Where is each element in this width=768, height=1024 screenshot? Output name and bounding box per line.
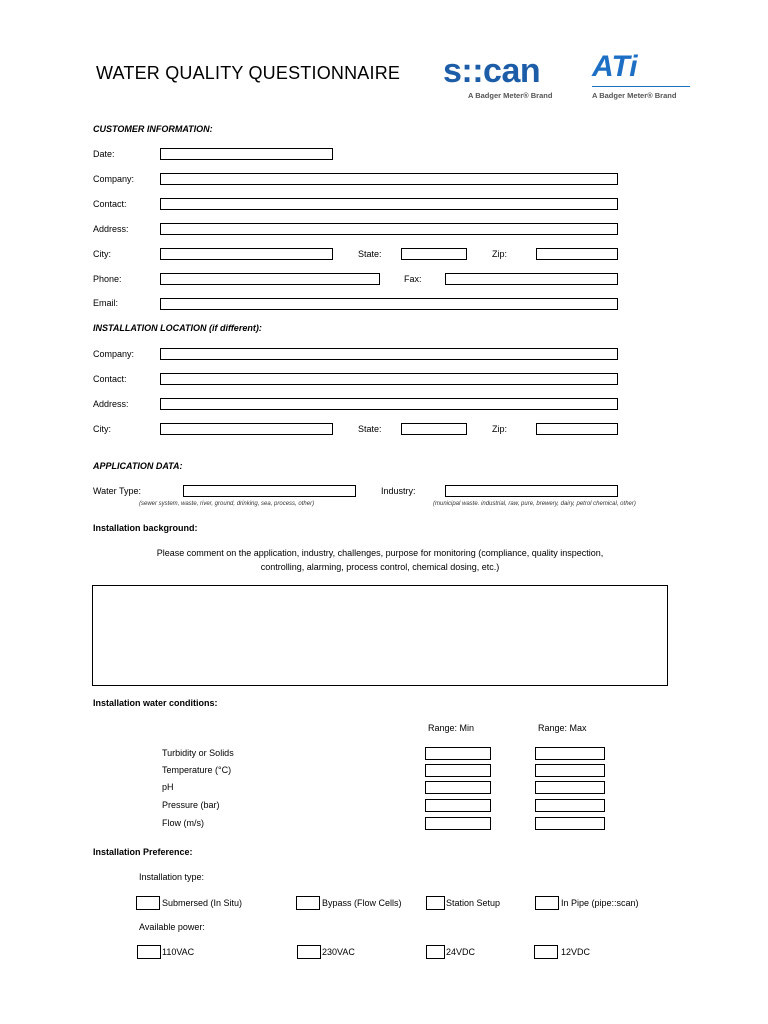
page-title: WATER QUALITY QUESTIONNAIRE xyxy=(96,63,401,83)
city-field[interactable] xyxy=(160,248,333,260)
station-setup-label: Station Setup xyxy=(446,898,501,908)
available-power-label: Available power: xyxy=(139,922,205,932)
install-company-label: Company: xyxy=(93,349,135,359)
date-label: Date: xyxy=(93,149,115,159)
flow-max-field[interactable] xyxy=(535,817,605,830)
install-contact-field[interactable] xyxy=(160,373,618,385)
install-address-field[interactable] xyxy=(160,398,618,410)
range-max-header: Range: Max xyxy=(538,723,587,733)
install-company-field[interactable] xyxy=(160,348,618,360)
zip-field[interactable] xyxy=(536,248,618,260)
pressure-min-field[interactable] xyxy=(425,799,491,812)
install-contact-label: Contact: xyxy=(93,374,127,384)
bypass-checkbox[interactable] xyxy=(296,896,320,910)
power-24vdc-label: 24VDC xyxy=(446,947,476,957)
ati-logo-underline xyxy=(592,86,690,87)
install-zip-field[interactable] xyxy=(536,423,618,435)
water-type-field[interactable] xyxy=(183,485,356,497)
background-prompt-line-2: controlling, alarming, process control, chemical dosing, etc.) xyxy=(260,562,500,572)
flow-min-field[interactable] xyxy=(425,817,491,830)
condition-label-pressure: Pressure (bar) xyxy=(162,800,220,810)
company-field[interactable] xyxy=(160,173,618,185)
submersed-label: Submersed (In Situ) xyxy=(162,898,243,908)
temperature-min-field[interactable] xyxy=(425,764,491,777)
email-label: Email: xyxy=(93,298,119,308)
ph-min-field[interactable] xyxy=(425,781,491,794)
install-state-label: State: xyxy=(358,424,382,434)
phone-label: Phone: xyxy=(93,274,122,284)
state-field[interactable] xyxy=(401,248,467,260)
background-comment-textarea[interactable] xyxy=(92,585,668,686)
installation-location-heading: INSTALLATION LOCATION (if different): xyxy=(93,323,262,333)
ati-logo: ATi xyxy=(592,50,638,83)
installation-preference-heading: Installation Preference: xyxy=(93,847,193,857)
zip-label: Zip: xyxy=(492,249,508,259)
power-230vac-label: 230VAC xyxy=(322,947,355,957)
address-field[interactable] xyxy=(160,223,618,235)
install-city-label: City: xyxy=(93,424,111,434)
city-label: City: xyxy=(93,249,111,259)
ph-max-field[interactable] xyxy=(535,781,605,794)
in-pipe-label: In Pipe (pipe::scan) xyxy=(561,898,639,908)
power-12vdc-checkbox[interactable] xyxy=(534,945,558,959)
state-label: State: xyxy=(358,249,382,259)
power-24vdc-checkbox[interactable] xyxy=(426,945,445,959)
install-city-field[interactable] xyxy=(160,423,333,435)
customer-info-heading: CUSTOMER INFORMATION: xyxy=(93,124,213,134)
turbidity-max-field[interactable] xyxy=(535,747,605,760)
power-230vac-checkbox[interactable] xyxy=(297,945,321,959)
power-12vdc-label: 12VDC xyxy=(561,947,591,957)
industry-hint: (municipal waste. industrial, raw, pure, brewery, dairy, petrol chemical, other) xyxy=(433,501,636,507)
range-min-header: Range: Min xyxy=(428,723,475,733)
water-type-label: Water Type: xyxy=(93,486,142,496)
background-prompt-line-1: Please comment on the application, industry, challenges, purpose for monitoring (compliance, quality inspection, xyxy=(156,548,604,558)
fax-label: Fax: xyxy=(404,274,422,284)
installation-background-heading: Installation background: xyxy=(93,523,198,533)
company-label: Company: xyxy=(93,174,135,184)
water-type-hint: (sewer system, waste, river, ground, drinking, sea, process, other) xyxy=(139,501,315,507)
water-conditions-heading: Installation water conditions: xyxy=(93,698,218,708)
condition-label-ph: pH xyxy=(162,782,174,792)
install-zip-label: Zip: xyxy=(492,424,508,434)
pressure-max-field[interactable] xyxy=(535,799,605,812)
application-data-heading: APPLICATION DATA: xyxy=(93,461,183,471)
install-address-label: Address: xyxy=(93,399,129,409)
power-110vac-checkbox[interactable] xyxy=(137,945,161,959)
phone-field[interactable] xyxy=(160,273,380,285)
temperature-max-field[interactable] xyxy=(535,764,605,777)
condition-label-temperature: Temperature (°C) xyxy=(162,765,232,775)
email-field[interactable] xyxy=(160,298,618,310)
contact-field[interactable] xyxy=(160,198,618,210)
station-setup-checkbox[interactable] xyxy=(426,896,445,910)
industry-label: Industry: xyxy=(381,486,416,496)
installation-type-label: Installation type: xyxy=(139,872,205,882)
in-pipe-checkbox[interactable] xyxy=(535,896,559,910)
date-field[interactable] xyxy=(160,148,333,160)
install-state-field[interactable] xyxy=(401,423,467,435)
condition-label-turbidity: Turbidity or Solids xyxy=(162,748,234,758)
scan-brand-tagline: A Badger Meter® Brand xyxy=(468,91,553,100)
fax-field[interactable] xyxy=(445,273,618,285)
submersed-checkbox[interactable] xyxy=(136,896,160,910)
industry-field[interactable] xyxy=(445,485,618,497)
ati-brand-tagline: A Badger Meter® Brand xyxy=(592,91,677,100)
turbidity-min-field[interactable] xyxy=(425,747,491,760)
bypass-label: Bypass (Flow Cells) xyxy=(322,898,402,908)
contact-label: Contact: xyxy=(93,199,127,209)
power-110vac-label: 110VAC xyxy=(162,947,195,957)
condition-label-flow: Flow (m/s) xyxy=(162,818,204,828)
scan-logo: s::can xyxy=(443,52,541,90)
address-label: Address: xyxy=(93,224,129,234)
